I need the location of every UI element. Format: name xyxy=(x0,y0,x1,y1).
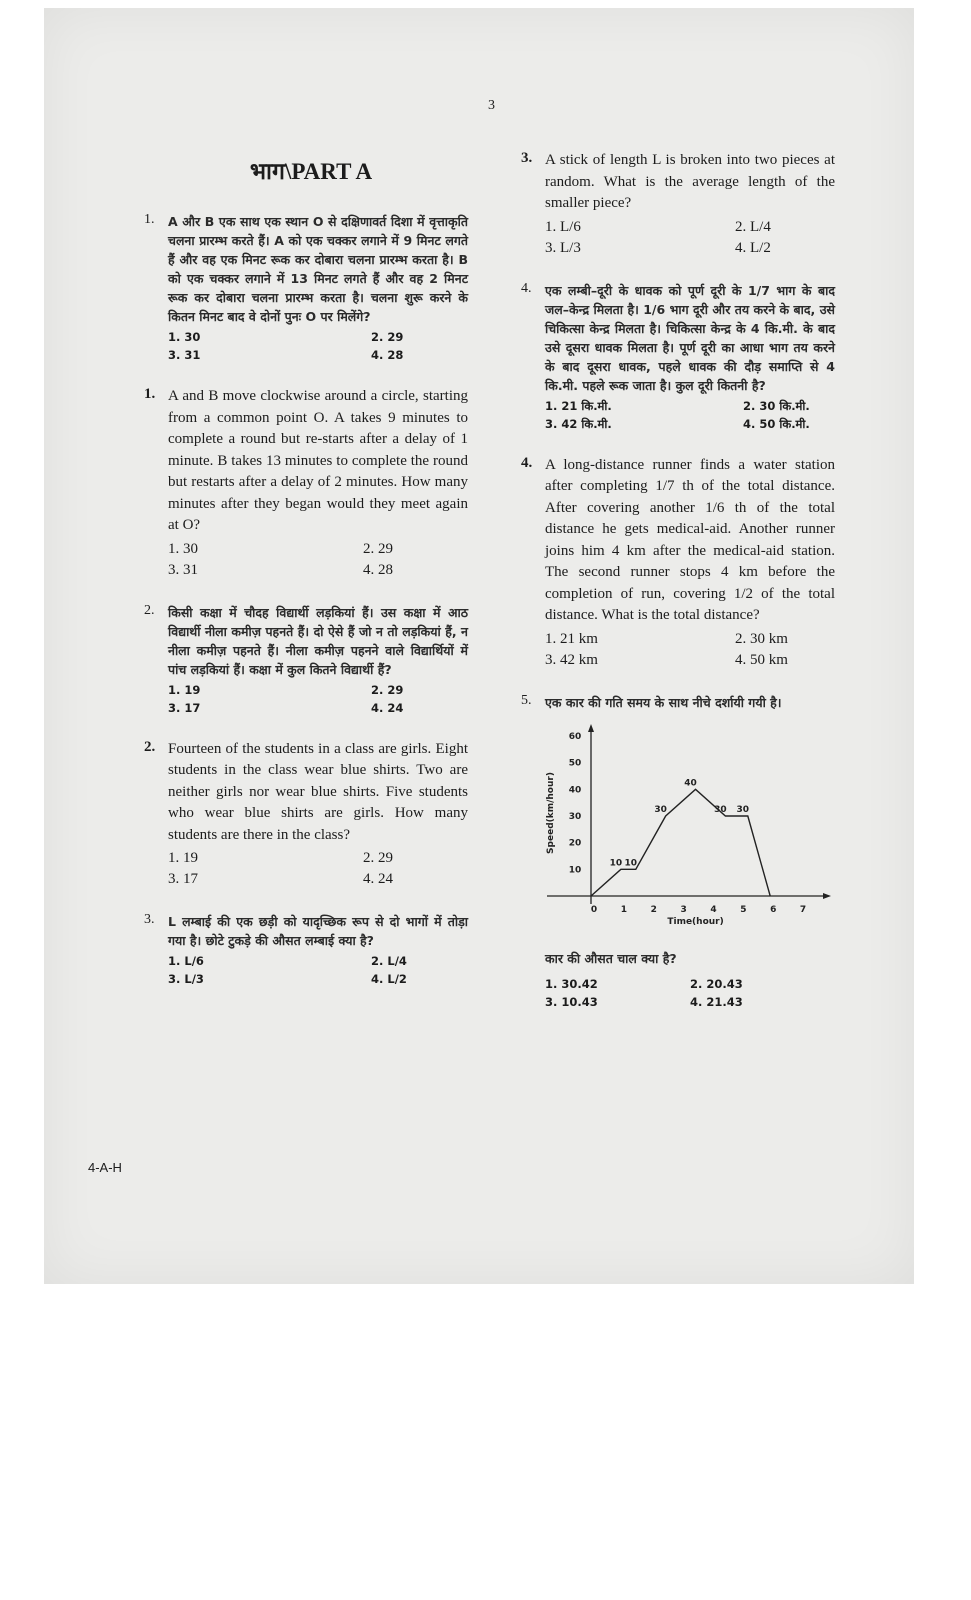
question-followup: कार की औसत चाल क्या है? xyxy=(545,950,677,966)
right-column xyxy=(515,150,835,1033)
question-number: 3. xyxy=(521,150,533,166)
answer-option: 3. 31 xyxy=(168,561,198,578)
options-grid xyxy=(545,217,835,259)
answer-option: 3. L/3 xyxy=(545,239,581,256)
answer-option: 2. 29 xyxy=(363,540,393,557)
question-number: 2. xyxy=(144,602,155,618)
footer-code: 4-A-H xyxy=(88,1160,122,1175)
answer-option: 3. 17 xyxy=(168,700,201,715)
y-axis-arrow-icon xyxy=(588,724,594,732)
question-en-1 xyxy=(138,386,468,581)
options-grid xyxy=(168,539,468,581)
answer-option: 3. 42 कि.मी. xyxy=(545,416,612,431)
x-axis-label: Time(hour) xyxy=(667,916,724,927)
options-grid xyxy=(168,681,468,717)
answer-option: 2. 30 km xyxy=(735,630,788,647)
x-tick-label: 6 xyxy=(770,904,777,915)
question-hi-5 xyxy=(515,693,835,1011)
data-label: 10 xyxy=(609,857,623,868)
x-tick-label: 2 xyxy=(650,904,657,915)
answer-option: 1. 21 कि.मी. xyxy=(545,398,612,413)
answer-option: 4. 24 xyxy=(371,700,404,715)
y-tick-label: 50 xyxy=(568,758,582,769)
question-number: 1. xyxy=(144,386,156,402)
answer-option: 1. 21 km xyxy=(545,630,598,647)
answer-option: 2. 29 xyxy=(371,330,404,344)
answer-option: 3. L/3 xyxy=(168,972,204,986)
answer-option: 1. 30.42 xyxy=(545,976,598,991)
part-title: भाग\PART A xyxy=(249,159,373,184)
chart-svg xyxy=(533,718,833,938)
y-axis-label: Speed(km/hour) xyxy=(546,771,556,854)
answer-option: 2. L/4 xyxy=(371,954,407,968)
x-tick-label: 5 xyxy=(740,904,747,915)
answer-option: 1. 19 xyxy=(168,682,201,697)
data-label: 40 xyxy=(684,777,697,788)
options-grid xyxy=(545,397,835,433)
answer-option: 2. 30 कि.मी. xyxy=(743,398,810,413)
question-en-3 xyxy=(515,150,835,259)
answer-option: 4. 21.43 xyxy=(690,994,743,1009)
answer-option: 3. 17 xyxy=(168,871,198,887)
question-text: Fourteen of the students in a class are girls. Eight students in the class wear blue shirts. Two are neither girls nor wear blue shirts. Five students who wear blue shirts are girls. How many students are there in the class? xyxy=(168,740,468,843)
question-text: A और B एक साथ एक स्थान O से दक्षिणावर्त दिशा में वृत्ताकृति चलना प्रारम्भ करते हैं। A को एक चक्कर लगाने में 9 मिनट लगते हैं और वह एक मिनट रूक कर दोबारा चलना प्रारम्भ करता है। B को एक चक्कर लगाने में 13 मिनट लगते हैं और वह 2 मिनट रूक कर दोबारा चलना प्रारम्भ करता है। चलना शुरू करने के कितन मिनट बाद वे दोनों पुनः O पर मिलेंगे? xyxy=(168,214,468,324)
question-text: A long-distance runner finds a water station after completing 1/7 th of the total distance. After covering another 1/6 th of the total distance he gets medical-aid. Another runner joins him 4 km after the medical-aid station. The second runner stops 4 km before the completion of run, covering 1/2 of the total distance. What is the total distance? xyxy=(545,456,835,623)
answer-option: 4. L/2 xyxy=(371,972,407,986)
speed-time-chart xyxy=(533,718,833,938)
question-hi-1 xyxy=(138,212,468,364)
question-text: किसी कक्षा में चौदह विद्यार्थी लड़कियां हैं। उस कक्षा में आठ विद्यार्थी नीला कमीज़ पहनते हैं। दो ऐसे हैं जो न तो लड़कियां हैं, न नीला कमीज़ पहनते हैं। नीला कमीज़ पहनने वाले विद्यार्थियों में पांच लड़कियां हैं। कक्षा में कुल कितने विद्यार्थी हैं? xyxy=(168,604,468,677)
question-hi-3 xyxy=(138,912,468,988)
answer-option: 4. 24 xyxy=(363,871,393,887)
x-tick-label: 1 xyxy=(620,904,627,915)
answer-option: 4. 28 xyxy=(371,348,404,362)
answer-option: 3. 42 km xyxy=(545,651,598,668)
options-grid xyxy=(168,952,468,988)
answer-option: 4. L/2 xyxy=(735,239,771,256)
answer-option: 1. L/6 xyxy=(545,218,581,235)
y-tick-label: 40 xyxy=(568,784,582,795)
question-number: 2. xyxy=(144,738,156,755)
answer-option: 3. 31 xyxy=(168,348,201,362)
data-label: 30 xyxy=(714,804,727,815)
answer-option: 1. 30 xyxy=(168,330,201,344)
question-en-4 xyxy=(515,455,835,671)
options-grid xyxy=(545,975,835,1011)
question-text: A and B move clockwise around a circle, starting from a common point O. A takes 9 minutes to complete a round but re-starts after a delay of 1 minute. B takes 13 minutes to complete the round but restarts after a delay of 2 minutes. How many minutes after they began would they meet again at O? xyxy=(168,388,468,533)
options-grid xyxy=(168,328,468,364)
question-text: एक लम्बी–दूरी के धावक को पूर्ण दूरी के 1/7 भाग के बाद जल–केन्द्र मिलता है। 1/6 भाग दूरी और तय करने के बाद, उसे चिकित्सा केन्द्र मिलता है। चिकित्सा केन्द्र के 4 कि.मी. के बाद उसे दूसरा धावक मिलता है। पूर्ण दूरी का आधा भाग तय करने के बाद दूसरा धावक, पहले धावक की दौड़ समाप्ति से 4 कि.मी. पहले रूक जाता है। कुल दूरी कितनी है? xyxy=(545,282,835,393)
data-label: 30 xyxy=(736,804,750,815)
question-number: 4. xyxy=(521,280,532,296)
question-number: 4. xyxy=(521,454,533,471)
y-tick-label: 30 xyxy=(568,811,582,822)
question-hi-4 xyxy=(515,281,835,433)
question-number: 5. xyxy=(521,692,532,708)
question-en-2 xyxy=(138,739,468,891)
y-tick-label: 20 xyxy=(568,838,582,849)
x-axis-arrow-icon xyxy=(823,893,831,899)
left-column xyxy=(138,150,468,1010)
page-number: 3 xyxy=(488,98,495,113)
answer-option: 2. L/4 xyxy=(735,218,771,235)
question-text: एक कार की गति समय के साथ नीचे दर्शायी गयी है। xyxy=(545,694,782,710)
answer-option: 4. 50 km xyxy=(735,651,788,668)
answer-option: 2. 20.43 xyxy=(690,976,743,991)
answer-option: 1. 30 xyxy=(168,540,198,557)
data-label: 10 xyxy=(624,857,638,868)
answer-option: 3. 10.43 xyxy=(545,994,598,1009)
question-text: L लम्बाई की एक छड़ी को यादृच्छिक रूप से दो भागों में तोड़ा गया है। छोटे टुकड़े की औसत लम्बाई क्या है? xyxy=(168,914,468,948)
answer-option: 1. 19 xyxy=(168,850,198,866)
question-hi-2 xyxy=(138,603,468,717)
options-grid xyxy=(545,629,835,671)
x-tick-label: 0 xyxy=(590,904,598,915)
options-grid xyxy=(168,848,468,890)
answer-option: 4. 28 xyxy=(363,561,393,578)
x-tick-label: 7 xyxy=(799,904,807,915)
data-label: 30 xyxy=(654,804,667,815)
answer-option: 2. 29 xyxy=(363,850,393,866)
answer-option: 1. L/6 xyxy=(168,954,204,968)
question-number: 1. xyxy=(144,212,155,227)
answer-option: 4. 50 कि.मी. xyxy=(743,416,810,431)
answer-option: 2. 29 xyxy=(371,682,404,697)
y-tick-label: 10 xyxy=(568,864,582,875)
question-text: A stick of length L is broken into two pieces at random. What is the average length of the smaller piece? xyxy=(545,152,835,211)
question-number: 3. xyxy=(144,912,155,927)
x-tick-label: 4 xyxy=(710,904,717,915)
y-tick-label: 60 xyxy=(568,731,582,742)
x-tick-label: 3 xyxy=(680,904,687,915)
